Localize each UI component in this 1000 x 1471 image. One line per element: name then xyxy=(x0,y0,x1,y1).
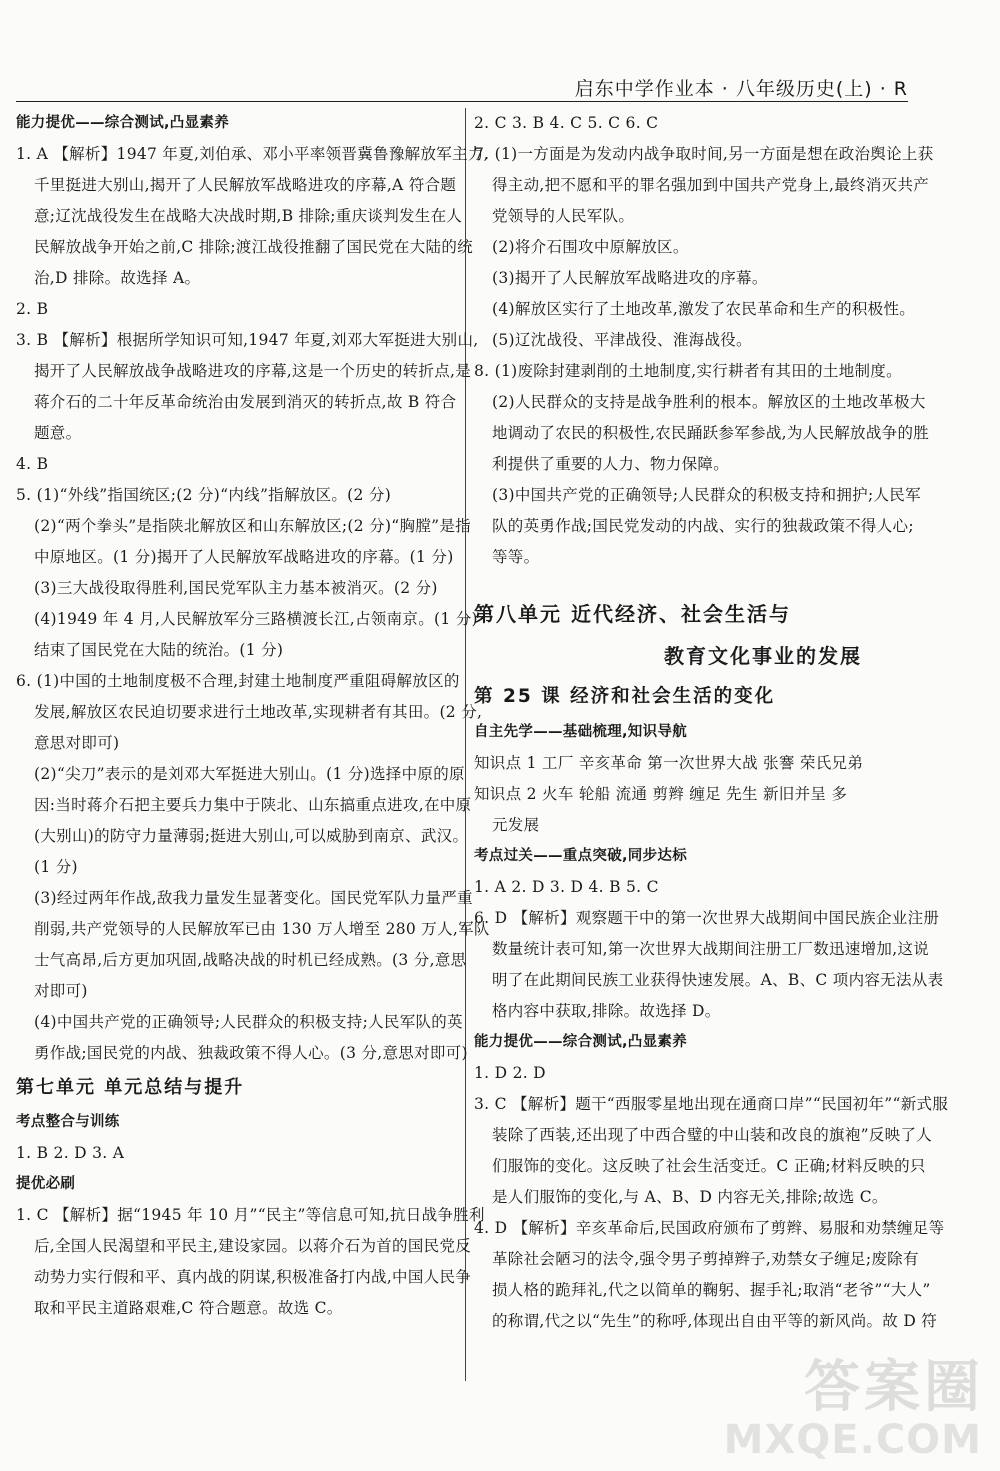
text-line: 结束了国民党在大陆的统治。(1 分) xyxy=(34,641,284,659)
text-line: 明了在此期间民族工业获得快速发展。A、B、C 项内容无法从表 xyxy=(492,971,944,989)
header-rule xyxy=(16,101,908,102)
answer-line: 2. B xyxy=(16,300,49,318)
unit-heading: 第八单元 近代经济、社会生活与 xyxy=(474,602,791,626)
answer-line: 4. D 【解析】辛亥革命后,民国政府颁布了剪辫、易服和劝禁缠足等 xyxy=(474,1219,945,1237)
text-line: 民解放战争开始之前,C 排除;渡江战役推翻了国民党在大陆的统 xyxy=(34,238,473,256)
spacer xyxy=(474,573,912,593)
column-divider xyxy=(465,108,466,1381)
answer-line: 1. D 2. D xyxy=(474,1064,546,1082)
text-line: 得主动,把不愿和平的罪名强加到中国共产党身上,最终消灭共产 xyxy=(492,176,930,194)
section-heading: 考点过关——重点突破,同步达标 xyxy=(474,848,688,864)
text-line: 勇作战;国民党的内战、独裁政策不得人心。(3 分,意思对即可) xyxy=(34,1044,468,1062)
text-line: (2)人民群众的支持是战争胜利的根本。解放区的土地改革极大 xyxy=(492,393,926,411)
answer-line: 1. B 2. D 3. A xyxy=(16,1144,125,1162)
answer-line: 3. B 【解析】根据所学知识可知,1947 年夏,刘邓大军挺进大别山, xyxy=(16,331,479,349)
answer-line: 6. (1)中国的土地制度极不合理,封建土地制度严重阻碍解放区的 xyxy=(16,672,460,690)
text-line: 们服饰的变化。这反映了社会生活变迁。C 正确;材料反映的只 xyxy=(492,1157,926,1175)
answer-line: 1. C 【解析】据“1945 年 10 月”“民主”等信息可知,抗日战争胜利 xyxy=(16,1206,485,1224)
text-line: (3)中国共产党的正确领导;人民群众的积极支持和拥护;人民军 xyxy=(492,486,921,504)
text-line: (3)经过两年作战,敌我力量发生显著变化。国民党军队力量严重 xyxy=(34,889,473,907)
text-line: 中原地区。(1 分)揭开了人民解放军战略进攻的序幕。(1 分) xyxy=(34,548,454,566)
text-line: 削弱,共产党领导的人民解放军已由 130 万人增至 280 万人,军队 xyxy=(34,920,490,938)
page-header xyxy=(0,64,1000,100)
left-column xyxy=(16,108,490,1324)
text-line: (3)揭开了人民解放军战略进攻的序幕。 xyxy=(492,269,768,287)
text-line: 地调动了农民的积极性,农民踊跃参军参战,为人民解放战争的胜 xyxy=(492,424,930,442)
answer-line: 知识点 2 火车 轮船 流通 剪辫 缠足 先生 新旧并呈 多 xyxy=(474,785,848,803)
text-line: 千里挺进大别山,揭开了人民解放军战略进攻的序幕,A 符合题 xyxy=(34,176,457,194)
section-heading: 能力提优——综合测试,凸显素养 xyxy=(474,1034,688,1050)
section-heading: 能力提优——综合测试,凸显素养 xyxy=(16,115,230,131)
text-line: 题意。 xyxy=(34,424,82,442)
header-title: 启东中学作业本 · 八年级历史(上) · R xyxy=(574,78,908,100)
text-line: 元发展 xyxy=(492,816,540,834)
answer-line: 5. (1)“外线”指国统区;(2 分)“内线”指解放区。(2 分) xyxy=(16,486,392,504)
text-line: 是人们服饰的变化,与 A、B、D 内容无关,排除;故选 C。 xyxy=(492,1188,888,1206)
answer-line: 1. A 2. D 3. D 4. B 5. C xyxy=(474,878,659,896)
unit-heading-continued: 教育文化事业的发展 xyxy=(664,644,862,668)
text-line: (5)辽沈战役、平津战役、淮海战役。 xyxy=(492,331,752,349)
text-line: (3)三大战役取得胜利,国民党军队主力基本被消灭。(2 分) xyxy=(34,579,438,597)
text-line: 利提供了重要的人力、物力保障。 xyxy=(492,455,730,473)
answer-line: 2. C 3. B 4. C 5. C 6. C xyxy=(474,114,659,132)
text-line: 党领导的人民军队。 xyxy=(492,207,635,225)
text-line: (4)中国共产党的正确领导;人民群众的积极支持;人民军队的英 xyxy=(34,1013,463,1031)
section-heading: 自主先学——基础梳理,知识导航 xyxy=(474,724,688,740)
text-line: 发展,解放区农民迫切要求进行土地改革,实现耕者有其田。(2 分, xyxy=(34,703,483,721)
text-line: 对即可) xyxy=(34,982,88,1000)
text-line: 装除了西装,还出现了中西合璧的中山装和改良的旗袍”反映了人 xyxy=(492,1126,933,1144)
text-line: 意思对即可) xyxy=(34,734,120,752)
section-heading: 考点整合与训练 xyxy=(16,1114,120,1130)
text-line: 动势力实行假和平、真内战的阴谋,积极准备打内战,中国人民争 xyxy=(34,1268,472,1286)
answer-line: 8. (1)废除封建剥削的土地制度,实行耕者有其田的土地制度。 xyxy=(474,362,902,380)
watermark-logo: 答案圈 xyxy=(804,1355,984,1420)
text-line: 意;辽沈战役发生在战略大决战时期,B 排除;重庆谈判发生在人 xyxy=(34,207,463,225)
text-line: 队的英勇作战;国民党发动的内战、实行的独裁政策不得人心; xyxy=(492,517,914,535)
text-line: (大别山)的防守力量薄弱;挺进大别山,可以威胁到南京、武汉。 xyxy=(34,827,469,845)
text-line: 取和平民主道路艰难,C 符合题意。故选 C。 xyxy=(34,1299,343,1317)
text-line: 士气高昂,后方更加巩固,战略决战的时机已经成熟。(3 分,意思 xyxy=(34,951,467,969)
text-line: 格内容中获取,排除。故选择 D。 xyxy=(492,1002,721,1020)
text-line: (4)解放区实行了土地改革,激发了农民革命和生产的积极性。 xyxy=(492,300,916,318)
answer-line: 1. A 【解析】1947 年夏,刘伯承、邓小平率领晋冀鲁豫解放军主力, xyxy=(16,145,489,163)
section-heading: 提优必刷 xyxy=(16,1176,76,1192)
text-line: 损人格的跪拜礼,代之以简单的鞠躬、握手礼;取消“老爷”“大人” xyxy=(492,1281,931,1299)
answer-line: 知识点 1 工厂 辛亥革命 第一次世界大战 张謇 荣氏兄弟 xyxy=(474,754,864,772)
text-line: 革除社会陋习的法令,强令男子剪掉辫子,劝禁女子缠足;废除有 xyxy=(492,1250,919,1268)
text-line: 揭开了人民解放战争战略进攻的序幕,这是一个历史的转折点,是 xyxy=(34,362,472,380)
text-line: (4)1949 年 4 月,人民解放军分三路横渡长江,占领南京。(1 分) xyxy=(34,610,478,628)
text-line: 治,D 排除。故选择 A。 xyxy=(34,269,201,287)
unit-heading: 第七单元 单元总结与提升 xyxy=(16,1077,245,1098)
watermark xyxy=(723,1343,994,1463)
answer-line: 7. (1)一方面是为发动内战争取时间,另一方面是想在政治舆论上获 xyxy=(474,145,934,163)
answer-line: 3. C 【解析】题干“西服零星地出现在通商口岸”“民国初年”“新式服 xyxy=(474,1095,949,1113)
text-line: (2)“两个拳头”是指陕北解放区和山东解放区;(2 分)“胸膛”是指 xyxy=(34,517,471,535)
text-line: 后,全国人民渴望和平民主,建设家园。以蒋介石为首的国民党反 xyxy=(34,1237,472,1255)
text-line: 等等。 xyxy=(492,548,540,566)
text-line: 蒋介石的二十年反革命统治由发展到消灭的转折点,故 B 符合 xyxy=(34,393,457,411)
answer-line: 6. D 【解析】观察题干中的第一次世界大战期间中国民族企业注册 xyxy=(474,909,940,927)
text-line: 因:当时蒋介石把主要兵力集中于陕北、山东搞重点进攻,在中原 xyxy=(34,796,472,814)
text-line: 的称谓,代之以“先生”的称呼,体现出自由平等的新风尚。故 D 符 xyxy=(492,1312,938,1330)
text-line: (1 分) xyxy=(34,858,78,876)
text-line: 数量统计表可知,第一次世界大战期间注册工厂数迅速增加,这说 xyxy=(492,940,930,958)
text-line: (2)将介石围攻中原解放区。 xyxy=(492,238,689,256)
lesson-heading: 第 25 课 经济和社会生活的变化 xyxy=(474,686,776,707)
answer-line: 4. B xyxy=(16,455,49,473)
text-line: (2)“尖刀”表示的是刘邓大军挺进大别山。(1 分)选择中原的原 xyxy=(34,765,465,783)
right-column xyxy=(474,108,949,1337)
watermark-url: MXQE.COM xyxy=(723,1417,982,1463)
